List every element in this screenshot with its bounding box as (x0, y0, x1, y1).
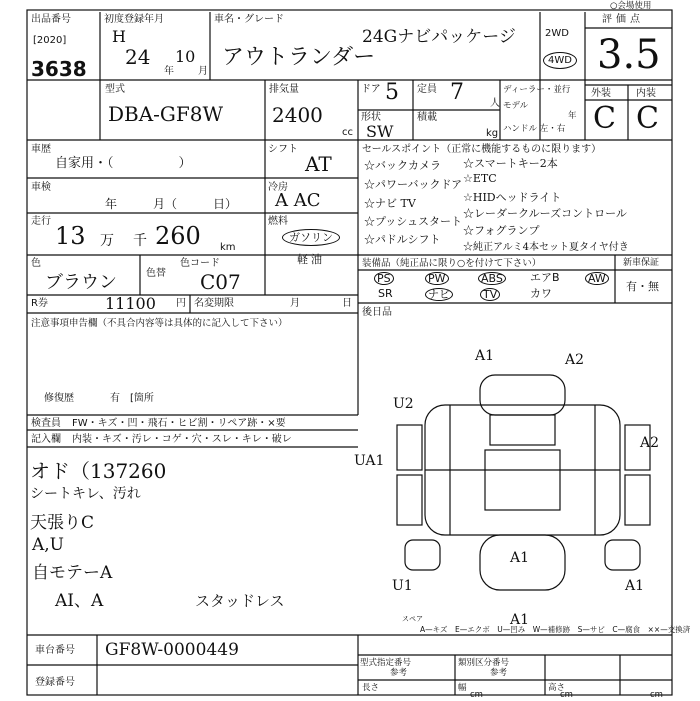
car-history: 自家用・（ ） (55, 156, 192, 171)
kg-unit: kg (486, 128, 499, 139)
damage-legend: A—キズ E—エクボ U—凹み W—補修跡 S—サビ C—腐食 ××—交換済 (420, 625, 691, 634)
diesel: 軽油 (297, 253, 325, 266)
exterior-grade: C (593, 101, 616, 136)
inspector-label: 検査員 (31, 418, 61, 429)
lot-no-label: 出品番号 (31, 14, 71, 25)
sp-item: ☆パドルシフト (364, 233, 441, 246)
model-label: 型式 (105, 84, 125, 95)
sp-item: ☆バックカメラ (364, 159, 441, 172)
title-change-day: 日 (342, 298, 352, 309)
cm-unit: cm (560, 690, 573, 700)
hw-ai: AI、A (55, 591, 104, 611)
capacity-label: 定員 (417, 84, 437, 95)
color-label: 色 (31, 258, 41, 269)
exterior-label: 外装 (591, 88, 611, 99)
equip-kawa: カワ (530, 287, 552, 300)
drive-4wd: 4WD (543, 52, 577, 69)
hw-au: A,U (32, 535, 65, 555)
sp-item: ☆プッシュスタート (364, 215, 463, 228)
shift-label: シフト (268, 144, 298, 155)
length-label: 長さ (362, 683, 380, 693)
grade: 24Gナビパッケージ (362, 27, 516, 47)
sp-item: ☆ETC (463, 172, 497, 185)
height-label: 高さ (548, 683, 566, 693)
ref-label: 参考 (390, 668, 408, 678)
interior-label: 内装 (636, 88, 656, 99)
displacement-label: 排気量 (269, 84, 299, 95)
recycle-value: 11100 (105, 294, 156, 313)
sp-item: ☆HIDヘッドライト (463, 191, 562, 204)
equipment-title: 装備品（純正品に限り○を付けて下さい） (362, 258, 542, 269)
model-year-suffix: 年 (568, 111, 577, 121)
aircon: A AC (275, 190, 321, 211)
km-unit: km (220, 242, 236, 253)
person-unit: 人 (490, 98, 500, 109)
damage-label: U1 (392, 578, 413, 594)
score: 3.5 (597, 32, 661, 78)
capacity: 7 (450, 80, 464, 105)
equip-abs: ABS (478, 272, 506, 285)
rear-seat-label: 後日品 (362, 307, 392, 318)
color: ブラウン (45, 272, 117, 293)
damage-label: U2 (393, 396, 414, 412)
equip-ps: PS (374, 272, 394, 285)
hw-seat: シートキレ、汚れ (30, 486, 141, 502)
equip-tv: TV (480, 288, 500, 301)
entry-label: 記入欄 (31, 434, 61, 445)
reg-month: 10 (175, 47, 196, 66)
reg-year: 24 (125, 45, 151, 69)
model: DBA-GF8W (108, 102, 224, 126)
warranty-label: 新車保証 (623, 258, 660, 268)
caution-label: 注意事項申告欄（不具合内容等は具体的に記入して下さい） (31, 318, 288, 329)
fuel: ガソリン (282, 229, 340, 246)
sp-item: ☆フォグランプ (463, 224, 540, 237)
color-change-label: 色替 (146, 268, 166, 279)
model-year-label: モデル (503, 101, 529, 111)
equip-aw: AW (585, 272, 609, 285)
aircon-label: 冷房 (268, 182, 288, 193)
era: H (112, 27, 126, 46)
damage-label: A2 (640, 435, 660, 451)
year-code: [2020] (33, 35, 67, 46)
doors-label: ドア (361, 84, 381, 95)
car-history-label: 車歴 (31, 144, 51, 155)
color-code: C07 (200, 270, 241, 294)
mileage-man: 13 (55, 222, 86, 250)
drive-2wd: 2WD (545, 28, 569, 39)
equip-pw: PW (425, 272, 449, 285)
inspection-label: 車検 (31, 182, 51, 193)
hw-studless: スタッドレス (195, 592, 285, 610)
sen-unit: 千 (133, 233, 147, 249)
mileage-label: 走行 (31, 216, 51, 227)
load-label: 積載 (417, 112, 437, 123)
doors: 5 (385, 80, 399, 105)
recycle-label: R券 (31, 298, 48, 309)
width-label: 幅 (458, 683, 467, 693)
repair-history-label: 修復歴 (44, 393, 74, 404)
sp-item: ☆パワーバックドア (364, 178, 463, 191)
chassis-no: GF8W-0000449 (105, 640, 239, 660)
month-unit: 月 (198, 66, 208, 77)
hw-odo: オド（137260 (30, 459, 167, 483)
damage-label: A1 (475, 348, 495, 364)
selling-points-title: セールスポイント（正常に機能するものに限ります） (362, 144, 602, 155)
sp-item: ☆スマートキー2本 (463, 157, 558, 170)
damage-label: A1 (510, 612, 530, 628)
shape: SW (366, 122, 394, 141)
damage-label: A1 (510, 550, 530, 566)
color-code-label: 色コード (180, 258, 220, 269)
first-reg-label: 初度登録年月 (104, 14, 164, 25)
inspector-items: FW・キズ・凹・飛石・ヒビ割・リペア跡・×要 (72, 418, 286, 429)
sp-item: ☆レーダークルーズコントロール (463, 207, 627, 220)
chassis-label: 車台番号 (35, 645, 75, 656)
damage-label: A1 (625, 578, 645, 594)
cc-unit: cc (342, 127, 353, 138)
year-unit: 年 (164, 66, 174, 77)
title-change-month: 月 (290, 298, 300, 309)
hw-roof: 天張りC (30, 513, 95, 533)
repair-value: 有 [箇所 (110, 393, 154, 404)
mileage-rest: 260 (155, 222, 201, 250)
shift: AT (305, 152, 332, 176)
car-name-label: 車名・グレード (214, 14, 284, 25)
car-body-diagram (395, 345, 655, 635)
sp-item: ☆純正アルミ4本セット夏タイヤ付き (463, 242, 629, 253)
damage-label: A2 (565, 352, 585, 368)
interior-grade: C (636, 101, 659, 136)
dealer-label: ディーラー・並行 (503, 85, 571, 95)
category-label: 類別区分番号 (458, 658, 510, 668)
inspection-value: 年 月（ 日） (105, 197, 238, 211)
yen-unit: 円 (176, 298, 186, 309)
venue-use-label: ○会場使用 (610, 1, 652, 11)
damage-label: UA1 (354, 453, 385, 469)
hw-mole: 自モテーA (32, 563, 113, 583)
equip-sr: SR (378, 287, 393, 300)
equip-airbag: エアB (530, 271, 560, 284)
score-label: 評価点 (602, 14, 644, 25)
ref-label: 参考 (490, 668, 508, 678)
sp-item: ☆ナビ TV (364, 197, 416, 210)
entry-items: 内装・キズ・汚レ・コゲ・穴・スレ・キレ・破レ (72, 434, 292, 445)
cm-unit: cm (650, 690, 663, 700)
displacement: 2400 (272, 103, 323, 127)
handle-label: ハンドル 左・右 (503, 124, 566, 134)
title-change-label: 名変期限 (194, 298, 234, 309)
type-design-label: 型式指定番号 (360, 658, 412, 668)
fuel-label: 燃料 (268, 216, 288, 227)
shape-label: 形状 (361, 112, 381, 123)
spare-label: スペア (402, 615, 423, 623)
cm-unit: cm (470, 690, 483, 700)
equip-navi: ナビ (425, 288, 453, 301)
car-name: アウトランダー (222, 45, 376, 70)
man-unit: 万 (100, 233, 114, 249)
warranty-value: 有・無 (626, 280, 659, 293)
lot-no: 3638 (31, 57, 87, 81)
reg-label: 登録番号 (35, 677, 75, 688)
